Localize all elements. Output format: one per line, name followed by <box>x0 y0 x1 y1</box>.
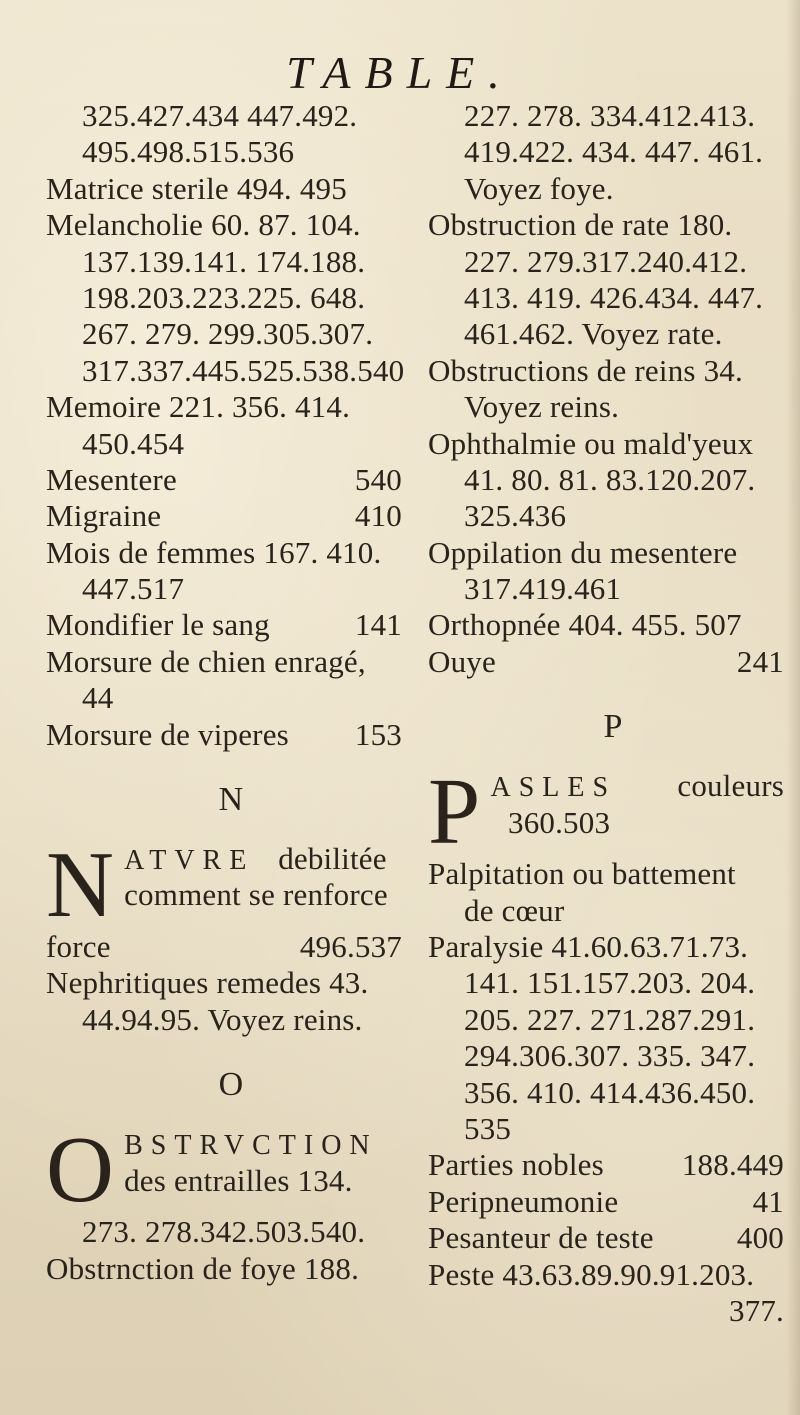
index-entry-text: Palpitation ou battement <box>428 856 736 892</box>
index-entry-text: 447.517 <box>82 571 185 607</box>
index-entry-text: Morsure de chien enragé, <box>46 643 366 679</box>
index-entry-text: 41. 80. 81. 83.120.207. <box>464 461 756 497</box>
index-entry <box>428 1147 798 1183</box>
index-entry-text: 198.203.223.225. 648. <box>82 279 366 315</box>
index-entry-page: 188.449 <box>681 1147 784 1183</box>
index-entry <box>428 498 798 534</box>
index-entry <box>46 353 416 389</box>
index-entry-text: force <box>46 929 111 965</box>
section-o-lead: BSTRVCTION <box>124 1130 378 1162</box>
section-o-block <box>46 1118 416 1287</box>
index-entry-text: Paralysie 41.60.63.71.73. <box>428 929 749 965</box>
index-entry-text: Migraine <box>46 498 162 534</box>
index-entry-text: 205. 227. 271.287.291. <box>464 1001 756 1037</box>
index-entry <box>46 389 416 425</box>
index-entry <box>46 98 416 134</box>
index-entry <box>428 1002 798 1038</box>
index-entry-page: 496.537 <box>299 929 402 965</box>
index-entry-text: Parties nobles <box>428 1147 604 1183</box>
index-entry <box>428 535 798 571</box>
index-entry <box>428 1293 798 1329</box>
index-entry-text: 294.306.307. 335. 347. <box>464 1038 756 1074</box>
index-entry-text: 137.139.141. 174.188. <box>82 243 366 279</box>
index-entry-text: Ouye <box>428 643 496 679</box>
index-entry <box>46 316 416 352</box>
section-p-lead-rest: couleurs <box>677 768 784 804</box>
index-entry <box>428 571 798 607</box>
index-entry <box>428 316 798 352</box>
index-entry-page: 153 <box>354 716 402 752</box>
index-entry <box>428 1184 798 1220</box>
index-entry-text: Peripneumonie <box>428 1183 619 1219</box>
index-entry-text: Matrice sterile 494. 495 <box>46 170 347 206</box>
index-entry-text: Mondifier le sang <box>46 607 270 643</box>
index-entry-text: 273. 278.342.503.540. <box>82 1214 366 1250</box>
index-entry-text: de cœur <box>464 892 565 928</box>
index-entry-text: 44 <box>82 680 114 716</box>
section-letter-o: O <box>218 1066 244 1104</box>
section-p-lines <box>428 856 798 1329</box>
left-column <box>46 98 416 1287</box>
index-entry-text: Pesanteur de teste <box>428 1220 654 1256</box>
index-entry-text: 377. <box>728 1292 784 1328</box>
index-entry-text: 141. 151.157.203. 204. <box>464 965 756 1001</box>
index-entry-text: Mesentere <box>46 461 177 497</box>
index-entry <box>428 893 798 929</box>
index-entry-text: Obstrnction de foye 188. <box>46 1250 360 1286</box>
index-entry <box>428 1038 798 1074</box>
index-entry <box>428 426 798 462</box>
index-entry-text: Mois de femmes 167. 410. <box>46 534 382 570</box>
index-entry-page: 141 <box>354 607 402 643</box>
left-index-lines <box>46 98 416 753</box>
index-entry-text: Orthopnée 404. 455. 507 <box>428 607 742 643</box>
index-entry <box>46 680 416 716</box>
index-entry-text: Melancholie 60. 87. 104. <box>46 207 361 243</box>
index-entry <box>46 607 416 643</box>
index-entry <box>46 207 416 243</box>
index-entry <box>46 244 416 280</box>
right-index-lines <box>428 98 798 680</box>
index-entry <box>428 1075 798 1111</box>
section-n-lead: ATVRE <box>124 845 255 877</box>
index-entry-page: 410 <box>354 498 402 534</box>
index-entry <box>428 353 798 389</box>
index-entry-text: 325.436 <box>464 498 567 534</box>
index-entry-page: 540 <box>354 461 402 497</box>
index-entry-text: 450.454 <box>82 425 185 461</box>
index-entry-text: 267. 279. 299.305.307. <box>82 316 374 352</box>
index-entry <box>46 426 416 462</box>
index-entry-text: 461.462. Voyez rate. <box>464 316 723 352</box>
index-entry <box>46 644 416 680</box>
right-column <box>428 98 798 1329</box>
index-entry <box>46 535 416 571</box>
index-entry-text: 419.422. 434. 447. 461. <box>464 134 764 170</box>
index-entry <box>428 280 798 316</box>
index-entry <box>428 134 798 170</box>
dropcap-o: O <box>46 1118 115 1223</box>
index-entry-text: Voyez reins. <box>464 389 620 425</box>
index-entry <box>46 280 416 316</box>
index-entry <box>428 644 798 680</box>
section-p-block <box>428 760 798 1329</box>
index-entry <box>428 1111 798 1147</box>
index-entry <box>428 607 798 643</box>
index-entry-text: Morsure de viperes <box>46 716 289 752</box>
index-entry-text: Obstructions de reins 34. <box>428 352 743 388</box>
index-entry-text: 317.419.461 <box>464 571 622 607</box>
index-entry-text: 325.427.434 447.492. <box>82 98 358 133</box>
index-entry-text: 413. 419. 426.434. 447. <box>464 279 764 315</box>
index-entry-text: 356. 410. 414.436.450. <box>464 1074 756 1110</box>
index-entry <box>46 498 416 534</box>
index-entry <box>46 462 416 498</box>
index-entry-text: des entrailles 134. <box>124 1162 353 1198</box>
index-entry <box>46 571 416 607</box>
index-entry-text: 227. 279.317.240.412. <box>464 243 748 279</box>
index-entry <box>46 134 416 170</box>
index-entry <box>428 1257 798 1293</box>
index-entry-page: 241 <box>736 643 784 679</box>
index-entry-text: 535 <box>464 1110 512 1146</box>
section-letter-p: P <box>603 708 623 746</box>
section-n-block <box>46 833 416 1038</box>
index-entry <box>46 717 416 753</box>
index-entry-text: Peste 43.63.89.90.91.203. <box>428 1256 755 1292</box>
section-p-lead: ASLES <box>490 772 617 804</box>
dropcap-p: P <box>428 760 481 865</box>
index-entry-text: comment se renforce <box>124 877 388 913</box>
index-entry <box>428 965 798 1001</box>
index-entry-text: 360.503 <box>508 804 611 840</box>
index-entry <box>428 244 798 280</box>
index-entry <box>46 171 416 207</box>
index-entry-page: 400 <box>736 1220 784 1256</box>
index-entry <box>428 856 798 892</box>
index-entry <box>428 1220 798 1256</box>
index-entry <box>428 207 798 243</box>
index-entry-text: debilitée <box>278 841 387 877</box>
index-entry-text: 227. 278. 334.412.413. <box>464 98 756 133</box>
running-head: TABLE. <box>286 47 514 98</box>
index-entry-text: Obstruction de rate 180. <box>428 207 733 243</box>
index-entry <box>428 171 798 207</box>
index-entry <box>428 389 798 425</box>
index-entry <box>428 98 798 134</box>
index-entry-text: 44.94.95. Voyez reins. <box>82 1001 363 1037</box>
index-entry-text: 495.498.515.536 <box>82 134 295 170</box>
index-entry-text: Ophthalmie ou mald'yeux <box>428 425 754 461</box>
index-entry <box>428 462 798 498</box>
dropcap-n: N <box>46 833 115 938</box>
index-entry-page: 41 <box>752 1183 784 1219</box>
index-entry <box>428 929 798 965</box>
index-entry-text: Oppilation du mesentere <box>428 534 738 570</box>
index-entry-text: 317.337.445.525.538.540 <box>82 352 405 388</box>
index-entry-text: Voyez foye. <box>464 170 614 206</box>
index-entry-text: Nephritiques remedes 43. <box>46 965 369 1001</box>
index-entry-text: Memoire 221. 356. 414. <box>46 389 351 425</box>
section-letter-n: N <box>218 781 244 819</box>
